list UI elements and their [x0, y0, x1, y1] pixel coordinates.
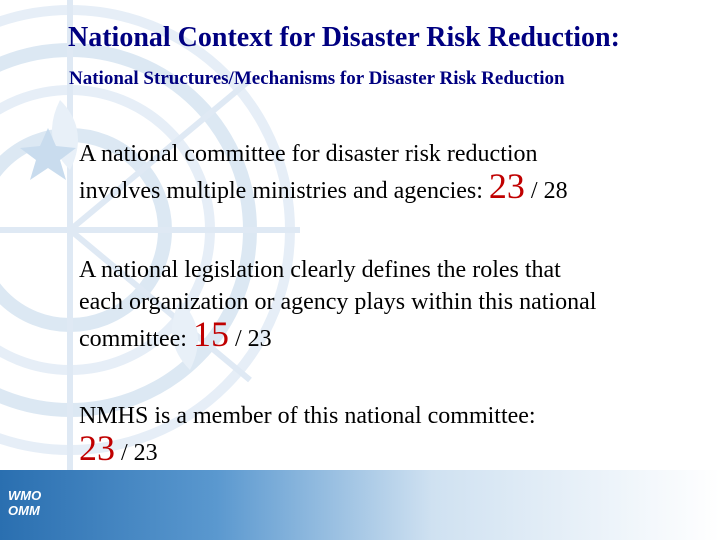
slide-subtitle: National Structures/Mechanisms for Disaster Risk Reduction: [69, 68, 565, 89]
logo-bar: [0, 470, 720, 540]
logo-line-2: OMM: [8, 503, 40, 518]
bullet-line: A national legislation clearly defines the roles that: [79, 257, 561, 283]
count-total: / 23: [234, 326, 272, 352]
logo-line-1: WMO: [8, 488, 42, 503]
bullet-line: each organization or agency plays within this national: [79, 289, 597, 315]
bullet-text: committee:: [79, 326, 187, 352]
bullet-text: involves multiple ministries and agencies:: [79, 178, 483, 204]
bullet-line: NMHS is a member of this national committee:: [79, 403, 536, 429]
bullet-line: [79, 166, 568, 207]
count-total: / 23: [121, 440, 158, 466]
count-value: 23: [79, 428, 115, 468]
bullet-legislation: [79, 254, 596, 355]
bullet-line: A national committee for disaster risk reduction: [79, 141, 538, 167]
bullet-nmhs: [79, 400, 536, 469]
bullet-ministries: [79, 138, 568, 207]
bullet-line: [79, 428, 536, 469]
bullet-line: [79, 314, 596, 355]
count-value: 15: [192, 314, 229, 354]
count-value: 23: [488, 166, 525, 206]
count-total: / 28: [530, 178, 568, 204]
wmo-logo: [8, 488, 41, 518]
slide-title: National Context for Disaster Risk Reduction:: [68, 22, 620, 53]
